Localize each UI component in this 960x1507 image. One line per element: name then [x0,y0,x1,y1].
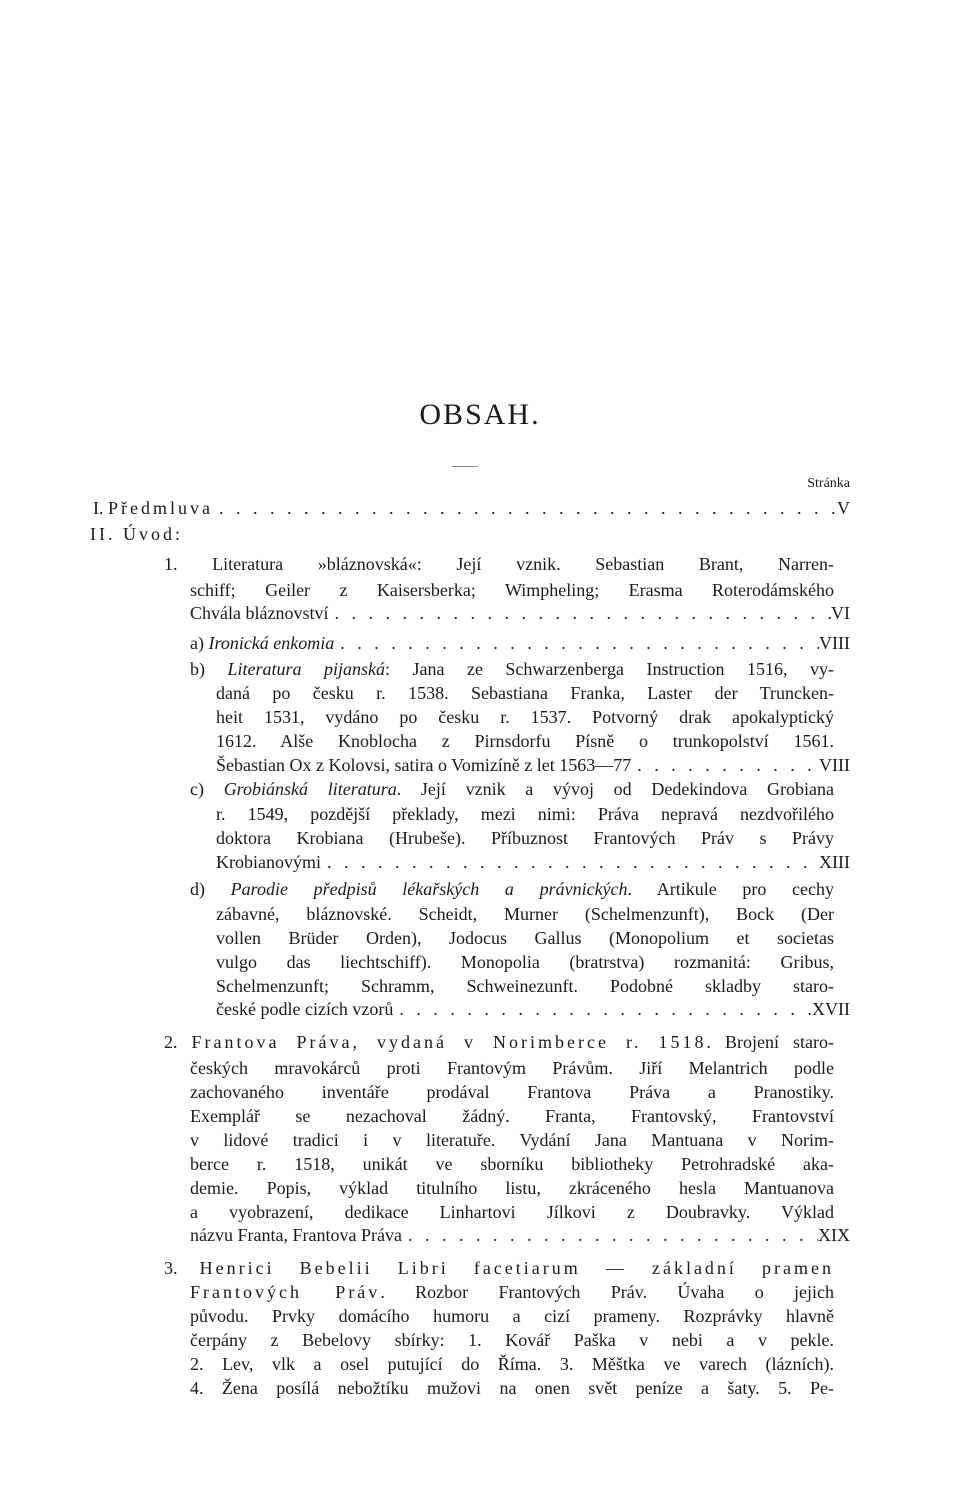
page-number: VIII [819,633,850,653]
toc-text: Chvála bláznovství [190,603,329,623]
page-number: V [837,498,850,518]
toc-text: vollen Brüder Orden), Jodocus Gallus (Monopolium et societas [216,928,834,948]
toc-text: berce r. 1518, unikát ve sborníku bibliotheky Petrohradské aka- [190,1154,834,1174]
toc-line [190,1152,834,1176]
toc-line [190,578,834,602]
page-number: XIX [818,1225,850,1245]
toc-text: a) Ironická enkomia [190,633,335,653]
toc-text: doktora Krobiana (Hrubeše). Příbuznost Frantových Práv s Právy [216,828,834,848]
toc-line [216,974,834,998]
toc-text: Exemplář se nezachoval žádný. Franta, Frantovský, Frantovství [190,1106,834,1126]
toc-line: d) Parodie předpisů lékařských a právnických. Artikule pro cechy [190,879,834,899]
toc-line: 2. Frantova Práva, vydaná v Norimberce r. 1518. Brojení staro- [164,1032,834,1052]
toc-line [190,1376,834,1400]
toc-line [190,1328,834,1352]
dot-leader [328,601,831,625]
column-header-page: Stránka [807,476,850,491]
toc-line: c) Grobiánská literatura. Její vznik a vývoj od Dedekindova Grobiana [190,779,834,799]
toc-line [164,552,834,576]
page-number: XIII [819,852,850,872]
page-number: XVII [812,999,850,1019]
toc-line [216,705,834,729]
page-number: VIII [819,755,850,775]
toc-text: zachovaného inventáře prodával Frantova Práva a Pranostiky. [190,1082,834,1102]
toc-text: vulgo das liechtschiff). Monopolia (bratrstva) rozmanitá: Gribus, [216,952,834,972]
toc-text: r. 1549, pozdější překlady, mezi nimi: Práva nepravá nezdvořilého [216,804,834,824]
toc-text: schiff; Geiler z Kaisersberka; Wimpheling; Erasma Roterodámského [190,580,834,600]
toc-line [216,926,834,950]
toc-text: I. Předmluva [93,498,213,518]
toc-text: 2. Lev, vlk a osel putující do Říma. 3. Měštka ve varech (lázních). [190,1354,834,1374]
toc-text: původu. Prvky domácího humoru a cizí prameny. Rozprávky hlavně [190,1306,834,1326]
toc-line [216,802,834,826]
dot-leader [631,753,819,777]
toc-line: b) Literatura pijanská: Jana ze Schwarzenberga Instruction 1516, vy- [190,659,834,679]
toc-line [190,1223,850,1247]
toc-text: II. Úvod: [90,524,183,544]
toc-line [216,850,850,874]
toc-line [216,997,850,1021]
toc-text: Krobianovými [216,852,321,872]
toc-text: Šebastian Ox z Kolovsi, satira o Vomizíně z let 1563—77 [216,755,632,775]
dot-leader [402,1223,818,1247]
title-rule [452,466,478,467]
toc-line [190,1352,834,1376]
toc-text: 1. Literatura »bláznovská«: Její vznik. Sebastian Brant, Narren- [164,554,834,574]
toc-line [216,826,834,850]
dot-leader [393,997,812,1021]
toc-line [190,1128,834,1152]
toc-line: Frantových Práv. Rozbor Frantových Práv. Úvaha o jejich [190,1282,834,1302]
toc-text: a vyobrazení, dedikace Linhartovi Jílkovi z Doubravky. Výklad [190,1202,834,1222]
toc-line [190,1200,834,1224]
page-number: VI [831,603,850,623]
toc-line [216,902,834,926]
toc-line [190,601,850,625]
toc-text: 1612. Alše Knoblocha z Pirnsdorfu Písně o trunkopolství 1561. [216,731,834,751]
toc-line [190,1080,834,1104]
toc-text: v lidové tradici i v literatuře. Vydání Jana Mantuana v Norim- [190,1130,834,1150]
toc-line [190,1104,834,1128]
toc-text: Schelmenzunft; Schramm, Schweinezunft. Podobné skladby staro- [216,976,834,996]
toc-line [216,753,850,777]
dot-leader [334,631,819,655]
toc-line [216,681,834,705]
toc-line [190,631,850,655]
toc-line [216,729,834,753]
toc-text: české podle cizích vzorů [216,999,394,1019]
toc-text: názvu Franta, Frantova Práva [190,1225,402,1245]
toc-line [90,522,850,546]
toc-line [93,496,850,520]
toc-line [216,950,834,974]
dot-leader [213,496,837,520]
page-title: OBSAH. [419,398,541,431]
toc-line: 3. Henrici Bebelii Libri facetiarum — základní pramen [164,1258,834,1278]
toc-text: zábavné, bláznovské. Scheidt, Murner (Schelmenzunft), Bock (Der [216,904,834,924]
dot-leader [321,850,819,874]
toc-text: demie. Popis, výklad titulního listu, zkráceného hesla Mantuanova [190,1178,834,1198]
toc-line [190,1304,834,1328]
toc-text: daná po česku r. 1538. Sebastiana Franka, Laster der Truncken- [216,683,834,703]
toc-line [190,1056,834,1080]
toc-line [190,1176,834,1200]
toc-text: heit 1531, vydáno po česku r. 1537. Potvorný drak apokalyptický [216,707,834,727]
toc-text: českých mravokárců proti Frantovým Právům. Jiří Melantrich podle [190,1058,834,1078]
toc-text: 4. Žena posílá nebožtíku mužovi na onen svět peníze a šaty. 5. Pe- [190,1378,834,1398]
toc-text: čerpány z Bebelovy sbírky: 1. Kovář Paška v nebi a v pekle. [190,1330,834,1350]
